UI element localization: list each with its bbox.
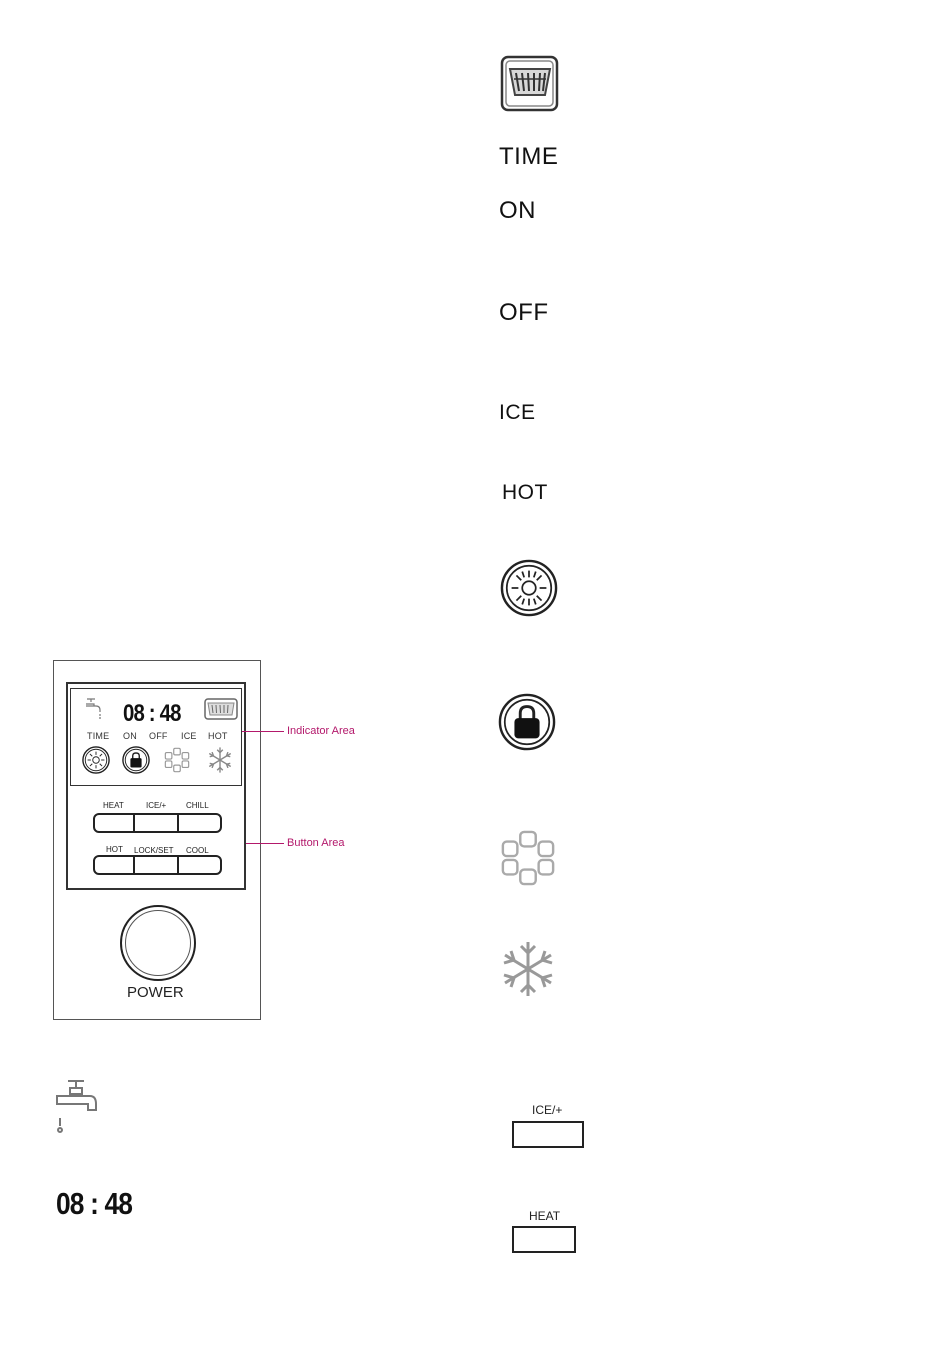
indicator-callout-line — [242, 731, 284, 732]
legend-hot: HOT — [502, 481, 548, 504]
panel-label-ice: ICE — [181, 731, 197, 741]
snowflake-icon — [206, 746, 234, 774]
legend-on: ON — [499, 197, 536, 224]
panel-label-on: ON — [123, 731, 137, 741]
ice-plus-key[interactable] — [512, 1121, 584, 1148]
lock-icon — [122, 746, 150, 774]
btn-label-cool: COOL — [186, 846, 209, 855]
water-tank-icon — [204, 698, 238, 720]
ice-cube-icon — [163, 746, 191, 774]
water-tank-icon — [500, 55, 560, 113]
ice-plus-button[interactable] — [135, 815, 177, 831]
btn-label-lock-set: LOCK/SET — [134, 846, 174, 855]
panel-label-time: TIME — [87, 731, 110, 741]
cool-button[interactable] — [179, 857, 220, 873]
button-callout-line — [246, 843, 284, 844]
ice-cube-icon — [498, 829, 558, 887]
lock-icon — [498, 693, 556, 751]
legend-time: TIME — [499, 143, 559, 170]
key-label-heat: HEAT — [529, 1209, 561, 1223]
btn-label-heat: HEAT — [103, 801, 124, 810]
indicator-area-label: Indicator Area — [287, 725, 355, 737]
btn-label-ice: ICE/+ — [146, 801, 167, 810]
sun-icon — [498, 559, 560, 617]
hot-button[interactable] — [95, 857, 133, 873]
heat-key[interactable] — [512, 1226, 576, 1253]
snowflake-icon — [498, 939, 558, 999]
time-display-large: 08 : 48 — [56, 1186, 133, 1221]
panel-label-hot: HOT — [208, 731, 228, 741]
power-label: POWER — [127, 984, 184, 1001]
panel-time-display: 08 : 48 — [123, 700, 181, 727]
btn-label-hot: HOT — [106, 845, 123, 854]
legend-ice: ICE — [499, 401, 536, 424]
heat-button[interactable] — [95, 815, 133, 831]
btn-label-chill: CHILL — [186, 801, 209, 810]
chill-button[interactable] — [179, 815, 220, 831]
faucet-icon — [82, 696, 106, 722]
sun-icon — [82, 746, 110, 774]
lock-set-button[interactable] — [135, 857, 177, 873]
button-area-label: Button Area — [287, 837, 345, 849]
key-label-ice-plus: ICE/+ — [532, 1103, 563, 1117]
legend-off: OFF — [499, 299, 549, 326]
faucet-icon — [54, 1078, 102, 1136]
power-button[interactable] — [120, 905, 196, 981]
panel-label-off: OFF — [149, 731, 168, 741]
